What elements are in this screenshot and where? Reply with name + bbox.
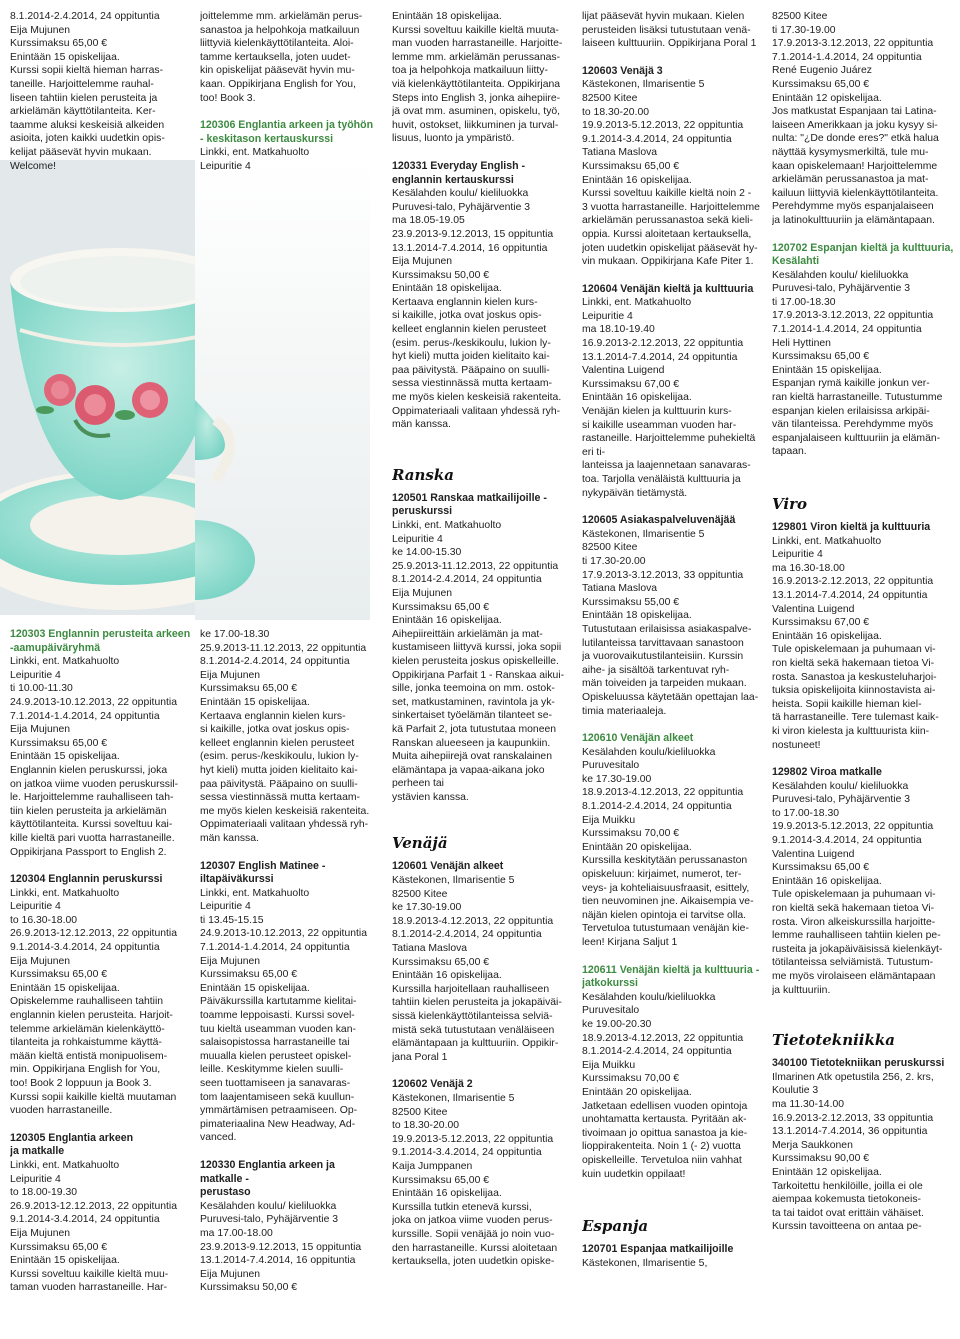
text-line: Kästekonen, Ilmarisentie 5 bbox=[582, 528, 705, 540]
course-title: 120610 Venäjän alkeet bbox=[582, 732, 694, 745]
section-heading-ranska: Ranska bbox=[392, 465, 454, 484]
text-line: Enintään 16 opiskelijaa. bbox=[582, 174, 692, 186]
text-line: 8.1.2014-2.4.2014, 24 oppituntia bbox=[200, 656, 350, 668]
text-line: Enintään 16 opiskelijaa. bbox=[772, 630, 882, 642]
teacup-photo bbox=[0, 160, 195, 615]
section-heading-venaja: Venäjä bbox=[392, 834, 448, 853]
text-line: Kesälahden koulu/ kieliluokka bbox=[200, 1200, 337, 1212]
text-line: ke 17.30-19.00 bbox=[582, 773, 652, 785]
text-line: Puruvesi-talo, Pyhäjärventie 3 bbox=[772, 794, 911, 806]
course-title: 120603 Venäjä 3 bbox=[582, 64, 663, 77]
text-line: Ilmarinen Atk opetustila 256, 2. krs, bbox=[772, 1071, 934, 1083]
text-line: 9.1.2014-3.4.2014, 24 oppituntia bbox=[582, 133, 732, 145]
text-line: Enintään 15 opiskelijaa. bbox=[10, 751, 120, 763]
text-line: to 18.30-20.00 bbox=[392, 1120, 460, 1132]
text-line: Enintään 18 opiskelijaa. bbox=[392, 11, 502, 22]
course-description: Venäjän kielen ja kulttuurin kurs- si kaikille useamman vuoden har- rastaneille. Harjoittelemme puhekieltä eri ti- lanteissa ja laajennetaan sanavaras- toa. Tarjolla venäläistä kulttuuria ja nykypäivän tietämystä. bbox=[582, 406, 756, 499]
column-3 bbox=[392, 10, 572, 1333]
section-heading-viro: Viro bbox=[772, 495, 807, 513]
text-line: Kurssimaksu 65,00 € bbox=[772, 78, 870, 90]
text-line: Enintään 16 opiskelijaa. bbox=[772, 875, 882, 887]
text-line: 17.9.2013-3.12.2013, 22 oppituntia bbox=[772, 310, 934, 322]
text-line: Eija Mujunen bbox=[392, 256, 453, 268]
text-line: 13.1.2014-7.4.2014, 16 oppituntia bbox=[392, 242, 548, 254]
text-line: Tatiana Maslova bbox=[582, 583, 658, 595]
course-title: 120331 Everyday English - englannin kertauskurssi bbox=[392, 159, 526, 186]
text-line: Kästekonen, Ilmarisentie 5, bbox=[582, 1257, 708, 1269]
text-line: 24.9.2013-10.12.2013, 22 oppituntia bbox=[10, 696, 177, 708]
text-line: Kurssimaksu 90,00 € bbox=[772, 1153, 870, 1165]
teacup-handle-illustration bbox=[195, 160, 370, 620]
course-title: 120330 Englantia arkeen ja matkalle - perustaso bbox=[200, 1158, 335, 1199]
text-line: Kurssimaksu 65,00 € bbox=[392, 1174, 490, 1186]
text-line: Linkki, ent. Matkahuolto bbox=[772, 535, 882, 547]
course-description: Espanjan rymä kaikille jonkun ver- ran kieltä harrastaneille. Tutustumme espanjan kielen erilaisissa arkipäi- vän tilanteissa. Perehdymme myös espanjalaiseen kulttuuriin ja elämän- tapaan. bbox=[772, 378, 943, 458]
text-line: 9.1.2014-3.4.2014, 24 oppituntia bbox=[10, 1214, 160, 1226]
text-line: Leipuritie 4 bbox=[582, 310, 633, 322]
column-2-top bbox=[200, 10, 375, 170]
course-description: Tutustutaan erilaisissa asiakaspalve- lutilanteissa tarvittavaan sanastoon ja vuorovaikutustilanteisiin. Kurssin aihe- ja sisältöä tarkentuvat ryh- män toiveiden ja tarpeiden mukaan. Opiskeluussa käytetään opettajan laa- timia materiaaleja. bbox=[582, 623, 759, 717]
column-4 bbox=[582, 10, 764, 1333]
text-line: ti 13.45-15.15 bbox=[200, 914, 264, 926]
text-line: Eija Mujunen bbox=[10, 24, 71, 36]
text-line: Enintään 12 opiskelijaa. bbox=[772, 1166, 882, 1178]
text-line: 16.9.2013-2.12.2013, 22 oppituntia bbox=[772, 576, 934, 588]
text-line: Kurssimaksu 67,00 € bbox=[772, 617, 870, 629]
course-description: Kurssilla harjoitellaan rauhalliseen tahtiin kielen perusteita ja jokapäiväi- sissä kielenkäyttötilanteissa selviä- mistä sekä tutustutaan venäläiseen elämäntapaan ja kulttuuriin. Oppikir- jana Poral 1 bbox=[392, 983, 562, 1063]
text-line: Tatiana Maslova bbox=[392, 943, 468, 955]
text-line: 82500 Kitee bbox=[582, 92, 638, 104]
text-line: 13.1.2014-7.4.2014, 16 oppituntia bbox=[200, 1255, 356, 1267]
course-description: Aihepiireittäin arkielämän ja mat- kustamiseen liittyvä kurssi, joka sopii kielen perusteita joskus opiskelleille. Oppikirjana Parfait 1 - Ranskaa aikui- sille, jonka teemoina on mm. ostok- set, matkustaminen, ravintola ja yk- sinkertaiset työelämän tilanteet se- kä Parfait 2, jota tutustutaa moneen Ranskan alueeseen ja kaupunkiin. Muita aihepiirejä ovat ranskalainen elämäntapa ja vapaa-aikana joko perheen tai ystävien kanssa. bbox=[392, 628, 565, 803]
text-line: 19.9.2013-5.12.2013, 22 oppituntia bbox=[582, 120, 744, 132]
text-line: Enintään 15 opiskelijaa. bbox=[772, 364, 882, 376]
text-line: Enintään 16 opiskelijaa. bbox=[392, 970, 502, 982]
course-title: 120701 Espanjaa matkailijoille bbox=[582, 1243, 734, 1256]
course-title: 120702 Espanjan kieltä ja kulttuuria, Kesälahti bbox=[772, 241, 954, 268]
text-line: 17.9.2013-3.12.2013, 33 oppituntia bbox=[582, 569, 744, 581]
text-line: Valentina Luigend bbox=[582, 365, 665, 377]
text-line: ti 17.30-20.00 bbox=[582, 555, 646, 567]
course-description: joittelemme mm. arkielämän perus- sanastoa ja helpohkoja matkailuun liittyviä kielenkäyttötilanteita. Aloi- tamme kertauksella, joten uudet- kin opiskelijat pääsevät hyvin mu- kaan. Oppikirjana English for You, too! Book 3. bbox=[200, 11, 363, 104]
text-line: Merja Saukkonen bbox=[772, 1139, 853, 1151]
text-line: 13.1.2014-7.4.2014, 24 oppituntia bbox=[582, 351, 738, 363]
course-title: 120303 Englannin perusteita arkeen -aamupäiväryhmä bbox=[10, 628, 191, 654]
text-line: ma 18.10-19.40 bbox=[582, 324, 655, 336]
text-line: 13.1.2014-7.4.2014, 36 oppituntia bbox=[772, 1126, 928, 1138]
text-line: Kästekonen, Ilmarisentie 5 bbox=[392, 875, 515, 887]
text-line: ma 16.30-18.00 bbox=[772, 562, 845, 574]
course-title: 120307 English Matinee - iltapäiväkurssi bbox=[200, 859, 326, 886]
course-title: 120604 Venäjän kieltä ja kulttuuria bbox=[582, 282, 754, 295]
text-line: Enintään 15 opiskelijaa. bbox=[10, 982, 120, 994]
text-line: ke 17.30-19.00 bbox=[392, 902, 462, 914]
text-line: Eija Mujunen bbox=[392, 587, 453, 599]
text-line: 7.1.2014-1.4.2014, 24 oppituntia bbox=[10, 710, 160, 722]
text-line: 18.9.2013-4.12.2013, 22 oppituntia bbox=[392, 915, 554, 927]
text-line: Linkki, ent. Matkahuolto bbox=[582, 297, 692, 309]
text-line: Enintään 20 opiskelijaa. bbox=[582, 841, 692, 853]
text-line: Kesälahden koulu/ kieliluokka bbox=[772, 780, 909, 792]
course-description: Tule opiskelemaan ja puhumaan vi- ron kieltä sekä hakemaan tietoa Vi- rosta. Viron alkeiskurssilla harjoitte- lemme rauhalliseen tahtiin kielen pe- rusteita ja jokapäiväisissä kielenkäyt- tötilanteissa selviämistä. Tutustum- me myös virolaiseen elämäntapaan ja kulttuuriin. bbox=[772, 889, 943, 996]
text-line: Kurssimaksu 50,00 € bbox=[392, 269, 490, 281]
course-description: Opiskelemme rauhalliseen tahtiin englannin kielen perusteita. Harjoit- telemme arkielämän kielenkäyttö- tilanteita ja rohkaistumme käyttä- mään kieltä entistä monipuolisem- min. Oppikirjana English for You, too! Book 2 loppuun ja Book 3. Kurssi sopii kaikille kieltä muutaman vuoden harrastaneille. bbox=[10, 996, 177, 1117]
text-line: 9.1.2014-3.4.2014, 24 oppituntia bbox=[772, 835, 922, 847]
text-line: Linkki, ent. Matkahuolto bbox=[200, 147, 310, 159]
column-1-top bbox=[10, 10, 195, 170]
text-line: ma 11.30-14.00 bbox=[772, 1098, 845, 1110]
text-line: Enintään 16 opiskelijaa. bbox=[392, 615, 502, 627]
text-line: Eija Muikku bbox=[582, 814, 636, 826]
text-line: to 18.00-19.30 bbox=[10, 1187, 78, 1199]
course-description: Kurssi soveltuu kaikille kieltä muuta- man vuoden harrastaneille. Harjoitte- lemme mm. arkielämän perussanas- toa ja helpohkoja matkailuun liitty- viä kielenkäyttötilanteita. Oppikirjana Steps into English 3, jonka aihepiire- jä ovat mm. asuminen, opiskelu, työ, huvit, ostokset, liikkuminen ja turval- lisuus, luonto ja ympäristö. bbox=[392, 24, 563, 145]
section-heading-tietotekniikka: Tietotekniikka bbox=[772, 1031, 896, 1050]
text-line: Enintään 20 opiskelijaa. bbox=[582, 1086, 692, 1098]
text-line: 7.1.2014-1.4.2014, 24 oppituntia bbox=[200, 942, 350, 954]
text-line: Enintään 16 opiskelijaa. bbox=[392, 1188, 502, 1200]
text-line: 19.9.2013-5.12.2013, 22 oppituntia bbox=[772, 821, 934, 833]
text-line: Kesälahden koulu/kieliluokka bbox=[582, 991, 716, 1003]
text-line: Heli Hyttinen bbox=[772, 337, 831, 349]
text-line: Leipuritie 4 bbox=[392, 533, 443, 545]
text-line: 23.9.2013-9.12.2013, 15 oppituntia bbox=[200, 1241, 362, 1253]
course-description: Jos matkustat Espanjaan tai Latina- laiseen Amerikkaan ja joku kysyy si- nulta: "¿De donde eres?" etkä halua näyttää kysymysmerkiltä, tule mu- kaan opiskelemaan! Harjoittelemme arkielämän perussanastoa ja mat- kailuun liittyviä kielenkäyttötilanteita. Perehdymme myös espanjalaiseen ja latinokulttuuriin ja elämäntapaan. bbox=[772, 106, 939, 226]
course-title: 340100 Tietotekniikan peruskurssi bbox=[772, 1057, 945, 1070]
course-title: 120306 Englantia arkeen ja työhön - keskitason kertauskurssi bbox=[200, 119, 374, 145]
course-description: Tule opiskelemaan ja puhumaan vi- ron kieltä sekä hakemaan tietoa Vi- rosta. Sanastoa ja keskusteluharjoi- tuksia opiskelijoita kiinnostavista ai- heista. Sopii kaikille hieman kiel- tä harrastaneille. Tere tulemast kaik- ki viron kielesta ja kulttuurista kiin- nostuneet! bbox=[772, 644, 939, 751]
course-title: 120611 Venäjän kieltä ja kulttuuria - jatkokurssi bbox=[582, 963, 760, 990]
text-line: René Eugenio Juárez bbox=[772, 65, 872, 77]
text-line: 19.9.2013-5.12.2013, 22 oppituntia bbox=[392, 1133, 554, 1145]
text-line: Kurssimaksu 65,00 € bbox=[200, 683, 298, 695]
text-line: Tatiana Maslova bbox=[582, 147, 658, 159]
text-line: 9.1.2014-3.4.2014, 24 oppituntia bbox=[392, 1147, 542, 1159]
text-line: Valentina Luigend bbox=[772, 848, 855, 860]
text-line: 18.9.2013-4.12.2013, 22 oppituntia bbox=[582, 1032, 744, 1044]
course-title: 120305 Englantia arkeen ja matkalle bbox=[10, 1131, 134, 1158]
text-line: Valentina Luigend bbox=[772, 603, 855, 615]
text-line: ke 14.00-15.30 bbox=[392, 547, 462, 559]
text-line: Kurssimaksu 65,00 € bbox=[772, 351, 870, 363]
text-line: Kurssimaksu 65,00 € bbox=[200, 969, 298, 981]
text-line: ma 17.00-18.00 bbox=[200, 1227, 273, 1239]
text-line: Enintään 15 opiskelijaa. bbox=[10, 1255, 120, 1267]
course-description: Kurssilla keskitytään perussanaston opiskeluun: kirjaimet, numerot, ter- veys- ja kohteliaisuusfraasit, esittely, tien neuvominen jne. Aikaisempia ve- näjän kielen opintoja ei tarvitse olla. Tervetuloa tutustumaan venäjän kie- leen! Kirjana Saljut 1 bbox=[582, 855, 754, 948]
course-description: Kurssi soveltuu kaikille kieltä muu- taman vuoden harrastaneille. Har- bbox=[10, 1268, 169, 1294]
text-line: Eija Mujunen bbox=[200, 669, 261, 681]
text-line: Leipuritie 4 bbox=[200, 160, 251, 170]
text-line: 82500 Kitee bbox=[392, 1106, 448, 1118]
text-line: Kurssimaksu 50,00 € bbox=[200, 1282, 298, 1294]
text-line: Linkki, ent. Matkahuolto bbox=[200, 887, 310, 899]
text-line: 17.9.2013-3.12.2013, 22 oppituntia bbox=[772, 38, 934, 50]
text-line: 9.1.2014-3.4.2014, 24 oppituntia bbox=[10, 942, 160, 954]
text-line: Puruvesitalo bbox=[582, 1005, 640, 1017]
text-line: 7.1.2014-1.4.2014, 24 oppituntia bbox=[772, 51, 922, 63]
text-line: Kurssimaksu 67,00 € bbox=[582, 378, 680, 390]
text-line: 13.1.2014-7.4.2014, 24 oppituntia bbox=[772, 589, 928, 601]
course-description: Jatketaan edellisen vuoden opintoja unohtamatta kertausta. Pyritään ak- tivoimaan jo opittua sanastoa ja kie- lioppirakenteita. Noin 1 (- 2) vuotta opiskelleille. Tervetuloa niin vahhat kuin uudetkin oppilaat! bbox=[582, 1100, 748, 1180]
text-line: Kesälahden koulu/ kieliluokka bbox=[772, 269, 909, 281]
text-line: Kurssimaksu 65,00 € bbox=[10, 38, 108, 50]
text-line: 8.1.2014-2.4.2014, 24 oppituntia bbox=[392, 929, 542, 941]
text-line: Kurssimaksu 65,00 € bbox=[10, 969, 108, 981]
text-line: Kästekonen, Ilmarisentie 5 bbox=[392, 1092, 515, 1104]
text-line: Eija Mujunen bbox=[200, 1268, 261, 1280]
text-line: 18.9.2013-4.12.2013, 22 oppituntia bbox=[582, 787, 744, 799]
text-line: Kästekonen, Ilmarisentie 5 bbox=[582, 79, 705, 91]
course-description: lijat pääsevät hyvin mukaan. Kielen perusteiden lisäksi tutustutaan venä- laiseen kulttuuriin. Oppikirjana Poral 1 bbox=[582, 11, 757, 50]
text-line: 16.9.2013-2.12.2013, 33 oppituntia bbox=[772, 1112, 934, 1124]
text-line: Puruvesi-talo, Pyhäjärventie 3 bbox=[200, 1214, 339, 1226]
text-line: Enintään 18 opiskelijaa. bbox=[582, 610, 692, 622]
text-line: ti 17.30-19.00 bbox=[772, 24, 836, 36]
text-line: Leipuritie 4 bbox=[10, 901, 61, 913]
course-description: Kertaava englannin kielen kurs- si kaikille, jotka ovat joskus opis- kelleet englannin kielen perusteet (esim. perus-/keskikoulu, lukion ly- hyt kieli) mutta joiden kielitaito kai- paa päivitystä. Pääpaino on suulli- sessa viestinnässä mutta kertaam- me myös kielen keskeisiä rakenteita. Oppimateriaali valitaan yhdessä ryh- män kanssa. bbox=[392, 296, 562, 431]
text-line: Leipuritie 4 bbox=[772, 549, 823, 561]
text-line: Kesälahden koulu/ kieliluokka bbox=[392, 188, 529, 200]
text-line: ma 18.05-19.05 bbox=[392, 215, 465, 227]
text-line: Enintään 15 opiskelijaa. bbox=[200, 982, 310, 994]
text-line: ti 17.00-18.30 bbox=[772, 296, 836, 308]
text-line: Leipuritie 4 bbox=[10, 1173, 61, 1185]
text-line: Eija Mujunen bbox=[200, 955, 261, 967]
course-description: Kurssilla tutkin etenevä kurssi, joka on jatkoa viime vuoden perus- kurssille. Sopii venäjää jo noin vuo- den harrastaneille. Kurssi aloitetaan kertauksella, joten uudetkin opiske- bbox=[392, 1201, 558, 1268]
text-line: Kurssimaksu 65,00 € bbox=[392, 601, 490, 613]
text-line: ke 19.00-20.30 bbox=[582, 1018, 652, 1030]
text-line: Kurssimaksu 70,00 € bbox=[582, 828, 680, 840]
course-description: Tarkoitettu henkilöille, joilla ei ole aiempaa kokemusta tietokoneis- ta tai taidot ovat erittäin vähäiset. Kurssin tavoitteena on antaa pe- bbox=[772, 1180, 924, 1233]
text-line: Kurssimaksu 65,00 € bbox=[772, 862, 870, 874]
text-line: to 18.30-20.00 bbox=[582, 106, 650, 118]
text-line: 82500 Kitee bbox=[772, 11, 828, 22]
text-line: Kurssimaksu 65,00 € bbox=[582, 160, 680, 172]
text-line: Kurssimaksu 65,00 € bbox=[10, 1241, 108, 1253]
text-line: Kurssimaksu 70,00 € bbox=[582, 1073, 680, 1085]
text-line: Leipuritie 4 bbox=[200, 901, 251, 913]
course-title: 120601 Venäjän alkeet bbox=[392, 860, 504, 873]
text-line: Eija Mujunen bbox=[10, 1227, 71, 1239]
teacup-photo-continuation bbox=[195, 160, 370, 620]
course-description: Englannin kielen peruskurssi, joka on jatkoa viime vuoden peruskurssil- le. Harjoittelemme rauhalliseen tah- tiin kielen perusteita ja arkielämän käyttötilanteita. Kurssi soveltuu kai- kille kieltä pari vuotta harrastaneille. Oppikirjana Passport to English 2. bbox=[10, 764, 179, 858]
text-line: 26.9.2013-12.12.2013, 22 oppituntia bbox=[10, 928, 177, 940]
course-description: Kurssi soveltuu kaikille kieltä noin 2 - 3 vuotta harrastaneille. Harjoittelemme arkielämän perussanastoa sekä kieli- oppia. Kurssi aloitetaan kertauksella, joten uudetkin opiskelijat pääsevät hy- vin mukaan. Oppikirjana Kafe Piter 1. bbox=[582, 188, 760, 268]
column-5 bbox=[772, 10, 954, 1333]
text-line: Leipuritie 4 bbox=[10, 669, 61, 681]
teacup-illustration bbox=[0, 160, 195, 615]
course-title: 129802 Viroa matkalle bbox=[772, 766, 882, 779]
text-line: 8.1.2014-2.4.2014, 24 oppituntia bbox=[10, 11, 160, 22]
course-title: 120605 Asiakaspalveluvenäjää bbox=[582, 514, 736, 527]
text-line: Enintään 12 opiskelijaa. bbox=[772, 92, 882, 104]
text-line: 25.9.2013-11.12.2013, 22 oppituntia bbox=[200, 642, 367, 654]
text-line: Koulutie 3 bbox=[772, 1085, 819, 1097]
course-description: Kertaava englannin kielen kurs- si kaikille, jotka ovat joskus opis- kelleet englannin kielen perusteet (esim. perus-/keskikoulu, lukion ly- hyt kieli) mutta joiden kielitaito kai- paa päivitystä. Pääpaino on suulli- sessa viestinnässä mutta kertaam- me myös kielen keskeisiä rakenteita. Oppimateriaali valitaan yhdessä ryh- män kanssa. bbox=[200, 710, 370, 844]
text-line: 26.9.2013-12.12.2013, 22 oppituntia bbox=[10, 1200, 177, 1212]
text-line: 82500 Kitee bbox=[582, 542, 638, 554]
text-line: Puruvesi-talo, Pyhäjärventie 3 bbox=[392, 201, 531, 213]
column-1-bottom bbox=[10, 628, 195, 1333]
text-line: Puruvesi-talo, Pyhäjärventie 3 bbox=[772, 283, 911, 295]
course-description: Kurssi sopii kieltä hieman harras- taneille. Harjoittelemme rauhal- liseen tahtiin kielen perusteita ja arkielämän käyttötilanteita. Ker- taamme aluksi keskeisiä alkeiden asioita, joten kaikki uudetkin opis- kelijat pääsevät hyvin mukaan. Welcome! bbox=[10, 65, 165, 170]
course-description: Päiväkurssilla kartutamme kielitai- toamme leppoisasti. Kurssi sovel- tuu kieltä useamman vuoden kan- salaisopistossa harrastaneille tai muualla kielen perusteet opiskel- leille. Keskitymme kielen suulli- seen tuottamiseen ja sanavaras- tom laajentamiseen sekä kuullun- ymmärtämisen petraamiseen. Op- pimateriaalina New Headway, Ad- vanced. bbox=[200, 996, 358, 1144]
course-title: 120602 Venäjä 2 bbox=[392, 1078, 473, 1091]
course-title: 120501 Ranskaa matkailijoille - peruskurssi bbox=[392, 491, 547, 518]
text-line: 24.9.2013-10.12.2013, 22 oppituntia bbox=[200, 928, 367, 940]
text-line: Enintään 16 opiskelijaa. bbox=[582, 392, 692, 404]
text-line: 25.9.2013-11.12.2013, 22 oppituntia bbox=[392, 560, 559, 572]
text-line: 23.9.2013-9.12.2013, 15 oppituntia bbox=[392, 228, 554, 240]
text-line: Linkki, ent. Matkahuolto bbox=[10, 887, 120, 899]
text-line: to 16.30-18.00 bbox=[10, 914, 78, 926]
text-line: Enintään 18 opiskelijaa. bbox=[392, 283, 502, 295]
course-title: 129801 Viron kieltä ja kulttuuria bbox=[772, 521, 931, 533]
text-line: Kesälahden koulu/kieliluokka bbox=[582, 746, 716, 758]
text-line: Kurssimaksu 65,00 € bbox=[392, 956, 490, 968]
text-line: Eija Muikku bbox=[582, 1059, 636, 1071]
text-line: Linkki, ent. Matkahuolto bbox=[10, 1159, 120, 1171]
text-line: 8.1.2014-2.4.2014, 24 oppituntia bbox=[582, 801, 732, 813]
text-line: Eija Mujunen bbox=[10, 724, 71, 736]
text-line: 8.1.2014-2.4.2014, 24 oppituntia bbox=[392, 574, 542, 586]
section-heading-espanja: Espanja bbox=[582, 1217, 649, 1236]
text-line: Linkki, ent. Matkahuolto bbox=[10, 656, 120, 668]
text-line: Eija Mujunen bbox=[10, 955, 71, 967]
text-line: Puruvesitalo bbox=[582, 760, 640, 772]
text-line: 8.1.2014-2.4.2014, 24 oppituntia bbox=[582, 1046, 732, 1058]
text-line: Linkki, ent. Matkahuolto bbox=[392, 520, 502, 531]
text-line: Enintään 15 opiskelijaa. bbox=[200, 696, 310, 708]
text-line: 82500 Kitee bbox=[392, 888, 448, 900]
text-line: ti 10.00-11.30 bbox=[10, 683, 73, 695]
text-line: Kaija Jumppanen bbox=[392, 1160, 473, 1172]
text-line: Kurssimaksu 65,00 € bbox=[10, 737, 108, 749]
course-title: 120304 Englannin peruskurssi bbox=[10, 873, 163, 886]
text-line: ke 17.00-18.30 bbox=[200, 629, 270, 640]
text-line: Kurssimaksu 55,00 € bbox=[582, 596, 680, 608]
text-line: Enintään 15 opiskelijaa. bbox=[10, 51, 120, 63]
column-2-bottom bbox=[200, 628, 378, 1333]
text-line: 7.1.2014-1.4.2014, 24 oppituntia bbox=[772, 324, 922, 336]
text-line: to 17.00-18.30 bbox=[772, 807, 840, 819]
text-line: 16.9.2013-2.12.2013, 22 oppituntia bbox=[582, 338, 744, 350]
